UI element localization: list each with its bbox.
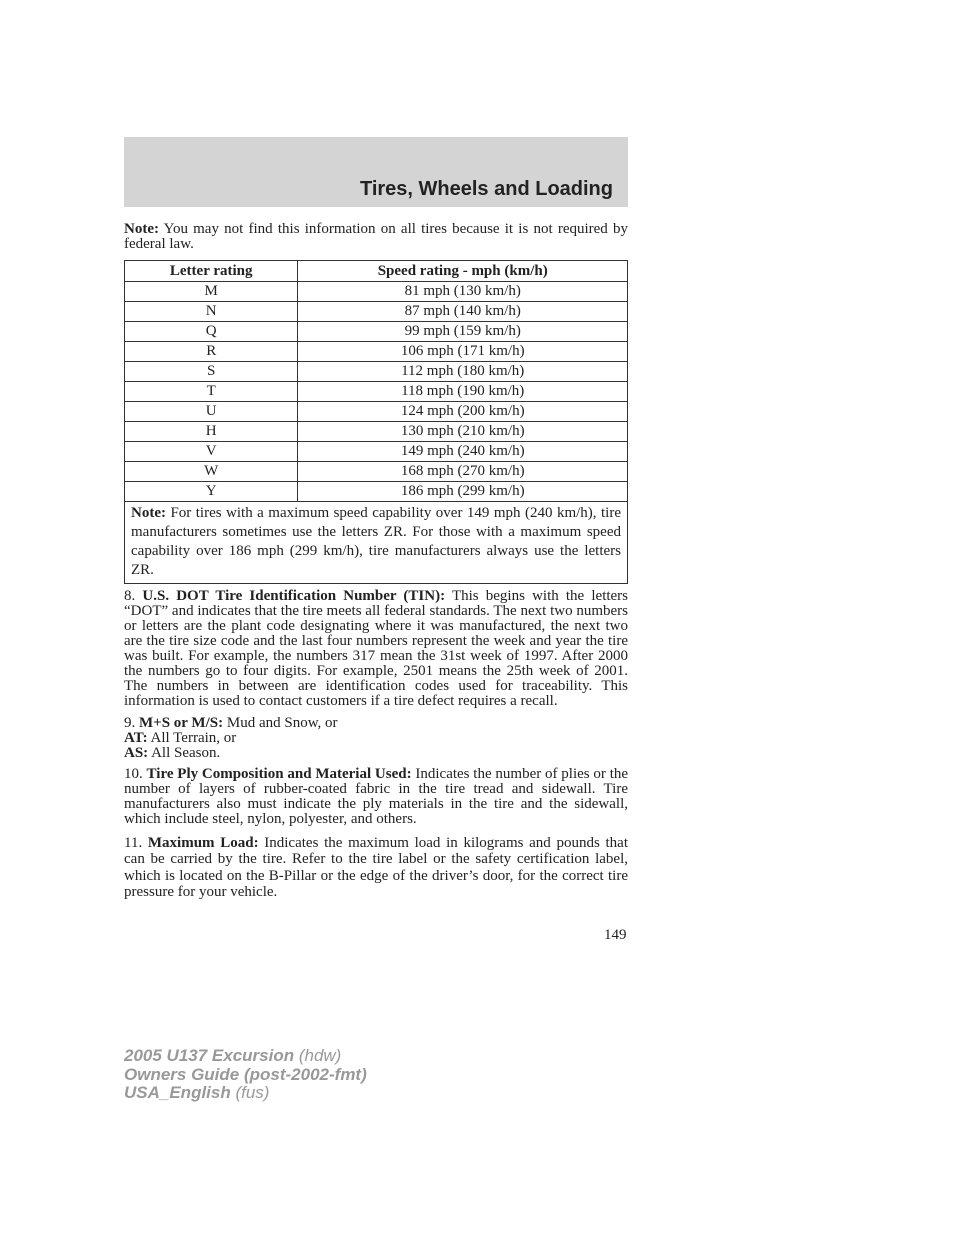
column-header-letter: Letter rating <box>125 261 298 282</box>
table-row <box>125 442 628 462</box>
footer-language: USA_English <box>124 1083 231 1102</box>
table-row <box>125 382 628 402</box>
section-text: Indicates the number of plies or the number of layers of rubber-coated fabric in the tire tread and sidewall. Tire manufacturers also must indicate the ply materials in the tire and the sidewall, which include steel, nylon, polyester, and others. <box>124 766 629 827</box>
letter-cell: R <box>125 342 298 362</box>
letter-cell: S <box>125 362 298 382</box>
as-text: All Season. <box>148 745 221 761</box>
section-8-tin <box>124 589 628 709</box>
table-note-text: For tires with a maximum speed capability over 149 mph (240 km/h), tire manufacturers sometimes use the letters ZR. For those with a maximum speed capability over 186 mph (299 km/h), tire manufacturers always use the letters ZR. <box>131 505 621 578</box>
section-number: 8. <box>124 588 143 604</box>
intro-note-label: Note: <box>124 221 159 237</box>
page-number: 149 <box>604 927 627 943</box>
table-row <box>125 322 628 342</box>
section-heading: U.S. DOT Tire Identification Number (TIN): <box>142 588 446 604</box>
section-11-maximum-load <box>124 835 628 900</box>
letter-cell: W <box>125 462 298 482</box>
section-text: Indicates the maximum load in kilograms and pounds that can be carried by the tire. Refer to the tire label or the safety certification label, which is located on the B-Pillar or the edge of the driver’s door, for the correct tire pressure for your vehicle. <box>124 835 628 900</box>
letter-cell: U <box>125 402 298 422</box>
letter-cell: T <box>125 382 298 402</box>
speed-rating-table <box>124 260 628 584</box>
speed-cell: 118 mph (190 km/h) <box>298 382 628 402</box>
speed-cell: 99 mph (159 km/h) <box>298 322 628 342</box>
section-number: 9. <box>124 715 139 731</box>
speed-cell: 106 mph (171 km/h) <box>298 342 628 362</box>
letter-cell: N <box>125 302 298 322</box>
letter-cell: V <box>125 442 298 462</box>
speed-cell: 81 mph (130 km/h) <box>298 282 628 302</box>
at-text: All Terrain, or <box>147 730 237 746</box>
speed-cell: 124 mph (200 km/h) <box>298 402 628 422</box>
section-9-terrain-codes <box>124 716 628 761</box>
table-row <box>125 482 628 502</box>
document-footer <box>124 1047 367 1103</box>
table-note <box>125 502 628 584</box>
table-row <box>125 362 628 382</box>
letter-cell: Q <box>125 322 298 342</box>
letter-cell: M <box>125 282 298 302</box>
table-header-row <box>125 261 628 282</box>
table-note-row <box>125 502 628 584</box>
table-row <box>125 302 628 322</box>
section-header-bar <box>124 137 628 207</box>
section-heading: Maximum Load: <box>147 835 259 851</box>
footer-model: 2005 U137 Excursion <box>124 1046 295 1065</box>
section-text: This begins with the letters “DOT” and indicates that the tire meets all federal standards. The next two numbers or letters are the plant code designating where it was manufactured, the next two are the tire size code and the last four numbers represent the week and year the tire was built. For example, the numbers 317 mean the 31st week of 1997. After 2000 the numbers go to four digits. For example, 2501 means the 25th week of 2001. The numbers in between are identification codes used for traceability. This information is used to contact customers if a tire defect requires a recall. <box>124 588 629 709</box>
speed-cell: 112 mph (180 km/h) <box>298 362 628 382</box>
table-note-label: Note: <box>131 505 166 521</box>
table-row <box>125 462 628 482</box>
letter-cell: H <box>125 422 298 442</box>
intro-note <box>124 222 628 252</box>
as-label: AS: <box>124 745 149 761</box>
table-row <box>125 402 628 422</box>
section-10-ply-composition <box>124 767 628 827</box>
intro-note-text: You may not find this information on all tires because it is not required by federal law. <box>124 221 628 252</box>
speed-cell: 87 mph (140 km/h) <box>298 302 628 322</box>
section-heading: M+S or M/S: <box>139 715 224 731</box>
section-number: 11. <box>124 835 148 851</box>
section-number: 10. <box>124 766 147 782</box>
column-header-speed: Speed rating - mph (km/h) <box>298 261 628 282</box>
at-label: AT: <box>124 730 148 746</box>
table-row <box>125 282 628 302</box>
speed-cell: 149 mph (240 km/h) <box>298 442 628 462</box>
table-row <box>125 342 628 362</box>
footer-language-code: (fus) <box>230 1083 270 1102</box>
footer-guide: Owners Guide (post-2002-fmt) <box>124 1064 367 1084</box>
speed-cell: 186 mph (299 km/h) <box>298 482 628 502</box>
table-row <box>125 422 628 442</box>
section-heading: Tire Ply Composition and Material Used: <box>146 766 412 782</box>
speed-cell: 168 mph (270 km/h) <box>298 462 628 482</box>
speed-cell: 130 mph (210 km/h) <box>298 422 628 442</box>
letter-cell: Y <box>125 482 298 502</box>
footer-model-code: (hdw) <box>294 1046 342 1065</box>
section-title: Tires, Wheels and Loading <box>359 178 613 200</box>
section-text: Mud and Snow, or <box>223 715 338 731</box>
page-content <box>124 222 628 900</box>
